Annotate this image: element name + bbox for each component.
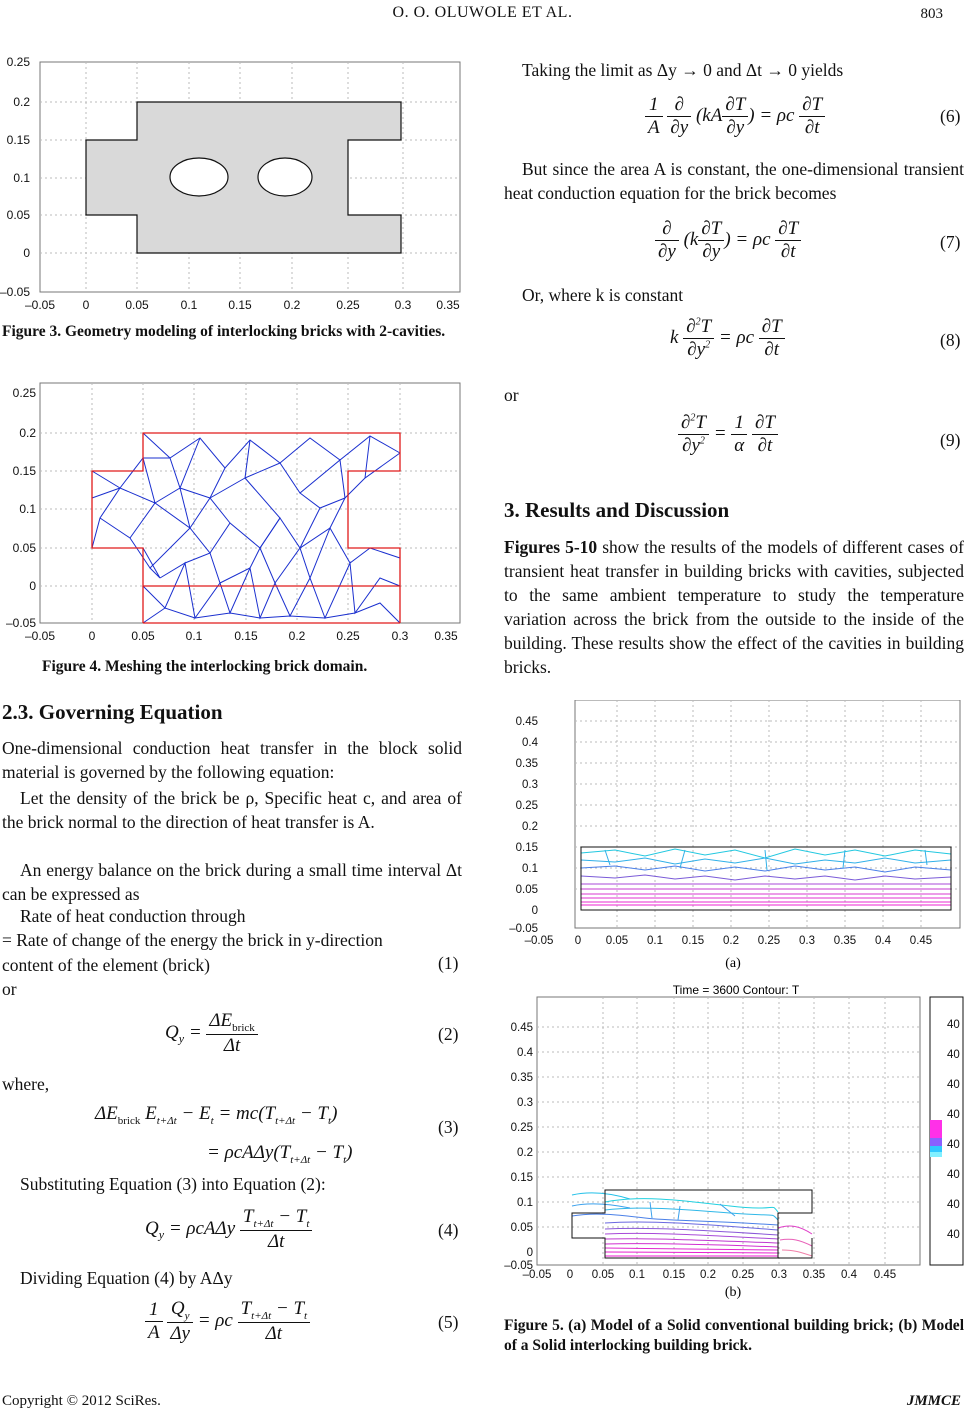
fig5a-xtick: 0.45 (909, 935, 933, 947)
fig4-xtick: 0.1 (185, 629, 203, 643)
colorbar-tick: 40 (947, 1019, 960, 1031)
fig4-ytick: 0.15 (12, 464, 36, 478)
fig4-ytick: 0.25 (12, 386, 36, 400)
fig5a-xtick: 0.05 (605, 935, 629, 947)
equation-2: $Q_y$ = $\frac{\Delta E_{brick}}{\Delta t}$ (165, 1010, 258, 1057)
eq9-number: (9) (940, 430, 961, 450)
text-where: where, (2, 1074, 50, 1094)
fig4-xtick: 0.2 (288, 629, 306, 643)
fig3-xtick: 0.05 (125, 298, 149, 312)
equation-8: k $\frac{\partial^2T}{\partial y^2}$ = ρc $\frac{\partial T}{\partial t}$ (670, 316, 785, 361)
fig5a-xtick: 0.3 (799, 935, 815, 947)
eq7-number: (7) (940, 232, 961, 252)
fig5a-ytick: 0.3 (522, 779, 538, 791)
fig4-xtick: 0.05 (131, 629, 155, 643)
fig5b-ytick: –0.05 (504, 1260, 533, 1272)
fig5b-ytick: 0.1 (517, 1197, 533, 1209)
fig4-ytick: –0.05 (5, 616, 36, 630)
fig5b-ytick: 0.35 (510, 1072, 533, 1084)
fig3-xtick: 0.25 (336, 298, 360, 312)
fig5b-xtick: 0.05 (591, 1269, 615, 1281)
fig3-ytick: 0.1 (13, 171, 30, 185)
fig5b-title: Time = 3600 Contour: T (672, 983, 800, 997)
page-number: 803 (920, 6, 943, 22)
colorbar-tick: 40 (947, 1109, 960, 1121)
paragraph-results (504, 535, 964, 679)
fig5b-ytick: 0 (526, 1247, 533, 1259)
figure-3-caption: Figure 3. Geometry modeling of interlocking bricks with 2-cavities. (2, 323, 446, 340)
fig5a-ytick: 0 (531, 905, 538, 917)
fig5a-xtick: 0.2 (723, 935, 739, 947)
section-heading-2-3: 2.3. Governing Equation (2, 700, 223, 724)
fig4-xtick: –0.05 (24, 629, 56, 643)
fig5a-xtick: 0.35 (833, 935, 857, 947)
fig5a-ytick: –0.05 (509, 923, 538, 935)
fig4-xtick: 0.25 (336, 629, 360, 643)
figure-5a-contour (505, 700, 963, 972)
fig5b-xtick: 0.45 (873, 1269, 897, 1281)
fig5b-xtick: 0.1 (629, 1269, 645, 1281)
eq5-number: (5) (438, 1312, 459, 1332)
fig5a-ytick: 0.15 (515, 842, 538, 854)
fig3-xtick: 0.2 (283, 298, 301, 312)
text-or: or (2, 979, 17, 999)
section-heading-3: 3. Results and Discussion (504, 498, 730, 522)
figure-5-caption: Figure 5. (a) Model of a Solid conventional building brick; (b) Model of a Solid interlocking building brick. (504, 1317, 964, 1354)
figures-ref: Figures 5-10 (504, 537, 598, 557)
fig3-xtick: 0.15 (228, 298, 252, 312)
fig3-xtick: 0.3 (394, 298, 412, 312)
running-header: O. O. OLUWOLE ET AL. (392, 4, 573, 21)
fig5a-ytick: 0.45 (515, 716, 538, 728)
fig4-ytick: 0 (29, 579, 36, 593)
equation-6: $\frac{1}{A}$ $\frac{\partial}{\partial y}$ (kA $\frac{\partial T}{\partial y}$ ) = ρc $\frac{\partial T}{\partial t}$ (645, 94, 825, 139)
fig5a-ytick: 0.2 (522, 821, 538, 833)
fig5a-ytick: 0.1 (522, 863, 538, 875)
fig3-xtick: 0 (82, 298, 90, 312)
fig4-ytick: 0.2 (19, 426, 36, 440)
fig5a-ytick: 0.25 (515, 800, 538, 812)
fig3-ytick: 0.15 (6, 133, 30, 147)
fig5b-ytick: 0.3 (517, 1097, 533, 1109)
equation-4: $Q_y = \rho cA\Delta y$ $\frac{T_{t+\Delta t} - T_t}{\Delta t}$ (145, 1206, 312, 1253)
fig5b-xtick: 0.4 (841, 1269, 857, 1281)
fig5b-xtick: 0.35 (802, 1269, 826, 1281)
fig5b-ytick: 0.15 (510, 1172, 533, 1184)
fig5a-ytick: 0.4 (522, 737, 538, 749)
figure-3-geometry (0, 52, 468, 314)
paragraph-rate: Rate of heat conduction through (20, 906, 246, 926)
fig5a-xtick: 0.25 (757, 935, 781, 947)
figure-4-caption: Figure 4. Meshing the interlocking brick domain. (42, 658, 368, 675)
copyright: Copyright © 2012 SciRes. (2, 1393, 161, 1409)
fig4-ytick: 0.05 (12, 541, 36, 555)
eq4-number: (4) (438, 1220, 459, 1240)
fig5a-xtick: 0.15 (681, 935, 705, 947)
fig5a-xtick: 0.4 (875, 935, 891, 947)
colorbar-tick: 40 (947, 1079, 960, 1091)
fig5a-xtick: 0.1 (647, 935, 663, 947)
figure-5b-contour (500, 980, 965, 1302)
fig5b-xtick: 0.15 (662, 1269, 686, 1281)
colorbar-tick: 40 (947, 1049, 960, 1061)
fig5a-ytick: 0.05 (515, 884, 538, 896)
fig5b-xtick: –0.05 (522, 1269, 552, 1281)
eq8-number: (8) (940, 330, 961, 350)
fig4-ytick: 0.1 (19, 502, 36, 516)
text-limit: Taking the limit as Δy → 0 and Δt → 0 yields (522, 60, 844, 80)
fig4-xtick: 0.35 (434, 629, 458, 643)
paragraph-rate-change: = Rate of change of the energy the brick in y-direction (2, 930, 383, 950)
fig5a-xtick: 0 (574, 935, 582, 947)
colorbar-tick: 40 (947, 1199, 960, 1211)
colorbar-tick: 40 (947, 1139, 960, 1151)
journal-name: JMMCE (906, 1393, 961, 1409)
text-dividing: Dividing Equation (4) by AΔy (20, 1268, 233, 1288)
fig3-xtick: –0.05 (24, 298, 56, 312)
text-substituting: Substituting Equation (3) into Equation (2): (20, 1174, 326, 1194)
fig5b-ytick: 0.2 (517, 1147, 533, 1159)
fig5b-ytick: 0.25 (510, 1122, 533, 1134)
text-since: But since the area A is constant, the one-dimensional transient heat conduction equation for the brick becomes (504, 159, 964, 203)
colorbar-tick: 40 (947, 1229, 960, 1241)
fig5b-label: (b) (724, 1285, 742, 1300)
fig4-xtick: 0.15 (234, 629, 258, 643)
fig3-ytick: 0.2 (13, 95, 30, 109)
fig5b-ytick: 0.4 (517, 1047, 533, 1059)
equation-9: $\frac{\partial^2T}{\partial y^2}$ = $\frac{1}{\alpha}$ $\frac{\partial T}{\partial t}$ (678, 412, 778, 457)
paragraph-intro: One-dimensional conduction heat transfer in the block solid material is governed by the following equation: (2, 738, 462, 782)
fig5a-xtick: –0.05 (524, 935, 554, 947)
fig4-xtick: 0.3 (391, 629, 409, 643)
fig3-xtick: 0.1 (180, 298, 198, 312)
colorbar-tick: 40 (947, 1169, 960, 1181)
text-or-2: or (504, 385, 519, 405)
paragraph-energy-balance: An energy balance on the brick during a small time interval Δt can be expressed as (2, 860, 462, 904)
fig3-xtick: 0.35 (436, 298, 460, 312)
eq1-number: (1) (438, 953, 459, 973)
eq3-number: (3) (438, 1117, 459, 1137)
fig4-xtick: 0 (88, 629, 96, 643)
eq6-number: (6) (940, 106, 961, 126)
fig5b-xtick: 0.25 (731, 1269, 755, 1281)
fig5b-xtick: 0.3 (771, 1269, 787, 1281)
equation-7: $\frac{\partial}{\partial y}$ (k $\frac{\partial T}{\partial y}$ ) = ρc $\frac{\partial T}{\partial t}$ (655, 218, 801, 263)
equation-5: $\frac{1}{A}$ $\frac{Q_y}{\Delta y}$ = ρc $\frac{T_{t+\Delta t} - T_t}{\Delta t}$ (145, 1298, 310, 1345)
fig3-ytick: 0 (23, 246, 30, 260)
figure-4-mesh (0, 378, 468, 643)
fig3-ytick: –0.05 (0, 285, 30, 299)
fig5b-ytick: 0.05 (510, 1222, 533, 1234)
eq2-number: (2) (438, 1024, 459, 1044)
results-text: show the results of the models of different cases of transient heat transfer in building bricks with cavities, subjected to the same ambient temperature to study the temperature variation across the brick from the outside to the inside of the building. These results show the effect of the cavities in building bricks. (504, 537, 964, 677)
text-orwhere: Or, where k is constant (522, 285, 684, 305)
fig5b-ytick: 0.45 (510, 1022, 533, 1034)
equation-3: $\Delta E_{brick}$ $E_{t+\Delta t} - E_t = mc(T_{t+\Delta t} - T_t)$ = $\rho cA\Delta y(T_{t+\Delta t} - T_t)$ (95, 1103, 353, 1166)
fig5a-label: (a) (725, 956, 741, 971)
fig5b-xtick: 0 (566, 1269, 574, 1281)
fig3-ytick: 0.25 (6, 55, 30, 69)
fig3-ytick: 0.05 (6, 208, 30, 222)
fig5b-xtick: 0.2 (700, 1269, 716, 1281)
paragraph-content: content of the element (brick) (2, 955, 210, 975)
fig5a-ytick: 0.35 (515, 758, 538, 770)
paragraph-density: Let the density of the brick be ρ, Specific heat c, and area of the brick normal to the direction of heat transfer is A. (2, 788, 462, 832)
